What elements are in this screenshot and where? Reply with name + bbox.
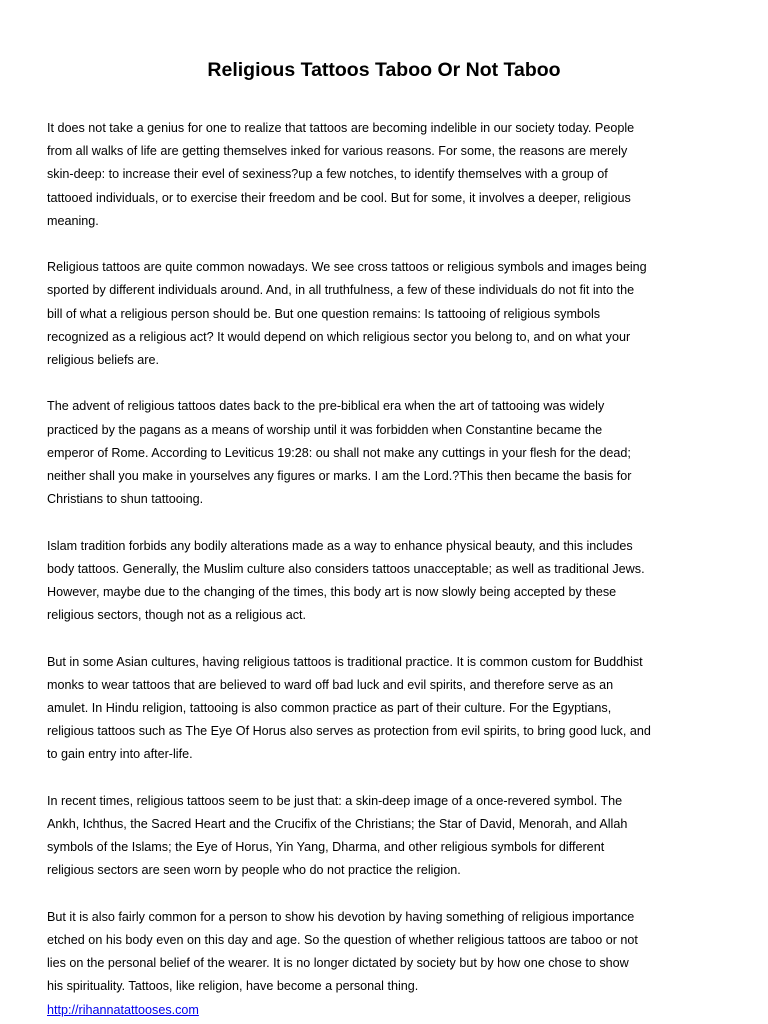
website-link[interactable]: http://rihannatattooses.com xyxy=(47,1002,199,1017)
paragraph-islam: Islam tradition forbids any bodily alterations made as a way to enhance physical beauty, and this includes body tattoos. Generally, the Muslim culture also considers tattoos unacceptable; as well as traditional Jews. However, maybe due to the changing of the times, this body art is now slowly being accepted by these religious sectors, though not as a religious act. xyxy=(47,538,645,623)
paragraph-common-tattoos: Religious tattoos are quite common nowadays. We see cross tattoos or religious symbols and images being sported by different individuals around. And, in all truthfulness, a few of these individuals do not fit into the bill of what a religious person should be. But one question remains: Is tattooing of religious symbols recognized as a religious act? It would depend on which religious sector you belong to, and on what your religious beliefs are. xyxy=(47,260,647,368)
document-title: Religious Tattoos Taboo Or Not Taboo xyxy=(207,59,561,81)
paragraph-history: The advent of religious tattoos dates back to the pre-biblical era when the art of tattooing was widely practiced by the pagans as a means of worship until it was forbidden when Constantine became the emperor of Rome. According to Leviticus 19:28: ou shall not make any cuttings in your flesh for the dead; neither shall you make in yourselves any figures or marks. I am the Lord.?This then became the basis for Christians to shun tattooing. xyxy=(47,399,632,507)
paragraph-recent-times: In recent times, religious tattoos seem to be just that: a skin-deep image of a once-revered symbol. The Ankh, Ichthus, the Sacred Heart and the Crucifix of the Christians; the Star of David, Menorah, and Allah symbols of the Islams; the Eye of Horus, Yin Yang, Dharma, and other religious symbols for different religious sectors are seen worn by people who do not practice the religion. xyxy=(47,793,628,878)
paragraph-devotion: But it is also fairly common for a person to show his devotion by having something of religious importance etched on his body even on this day and age. So the question of whether religious tattoos are taboo or not lies on the personal belief of the wearer. It is no longer dictated by society but by how one chose to show his spirituality. Tattoos, like religion, have become a personal thing. xyxy=(47,909,638,994)
paragraph-intro: It does not take a genius for one to realize that tattoos are becoming indelible in our society today. People from all walks of life are getting themselves inked for various reasons. For some, the reasons are merely skin-deep: to increase their evel of sexiness?up a few notches, to identify themselves with a group of tattooed individuals, or to exercise their freedom and be cool. But for some, it involves a deeper, religious meaning. xyxy=(47,121,635,228)
paragraph-asian-cultures: But in some Asian cultures, having religious tattoos is traditional practice. It is common custom for Buddhist monks to wear tattoos that are believed to ward off bad luck and evil spirits, and therefore serve as an amulet. In Hindu religion, tattooing is also common practice as part of their culture. For the Egyptians, religious tattoos such as The Eye Of Horus also serves as protection from evil spirits, to bring good luck, and to gain entry into after-life. xyxy=(47,654,651,762)
document-body xyxy=(47,117,725,1022)
